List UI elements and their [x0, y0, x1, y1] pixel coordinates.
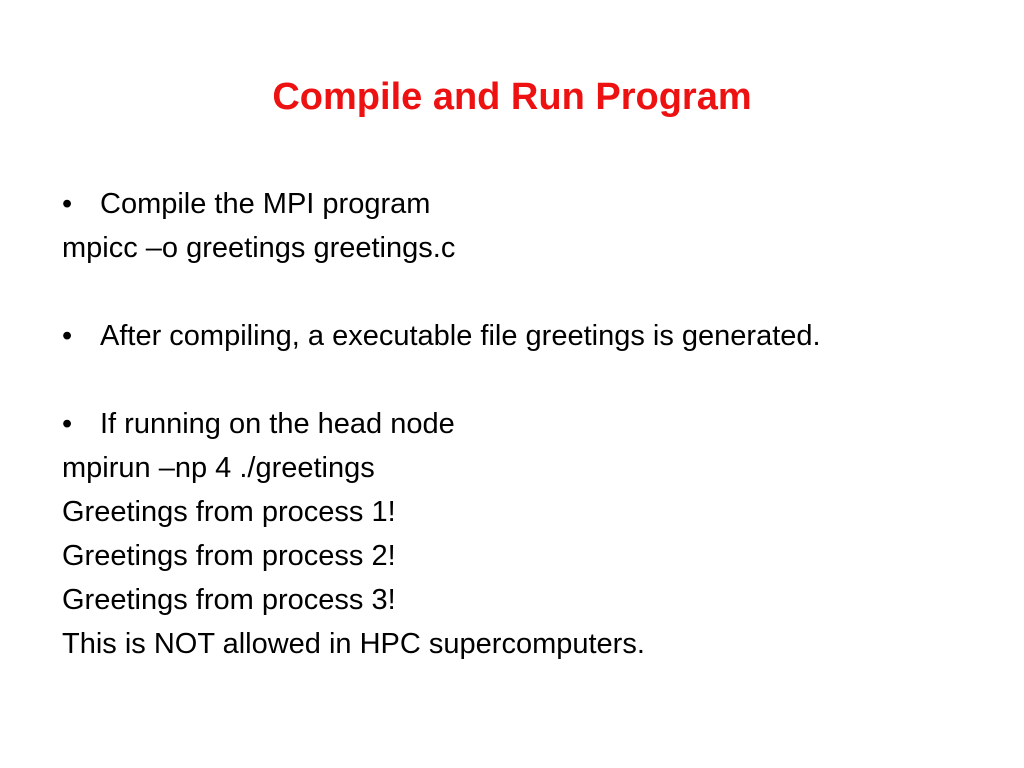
slide-body: [62, 182, 992, 666]
output-line-1: Greetings from process 1!: [62, 496, 396, 528]
output-line-2: Greetings from process 2!: [62, 540, 396, 572]
bullet-compile: [62, 182, 992, 226]
bullet-compile-text: Compile the MPI program: [100, 188, 431, 220]
slide-title: Compile and Run Program: [272, 76, 752, 118]
spacer: [62, 358, 992, 402]
bullet-after-compiling: [62, 314, 992, 358]
bullet-after-compiling-text: After compiling, a executable file greetings is generated.: [100, 320, 821, 352]
bullet-mark: •: [62, 320, 73, 352]
command-mpirun: mpirun –np 4 ./greetings: [62, 452, 375, 484]
bullet-head-node-text: If running on the head node: [100, 408, 455, 440]
command-mpicc: mpicc –o greetings greetings.c: [62, 232, 456, 264]
note-not-allowed: This is NOT allowed in HPC supercomputers.: [62, 628, 645, 660]
spacer: [62, 270, 992, 314]
bullet-mark: •: [62, 188, 73, 220]
bullet-mark: •: [62, 408, 73, 440]
output-line-3: Greetings from process 3!: [62, 584, 396, 616]
bullet-head-node: [62, 402, 992, 446]
